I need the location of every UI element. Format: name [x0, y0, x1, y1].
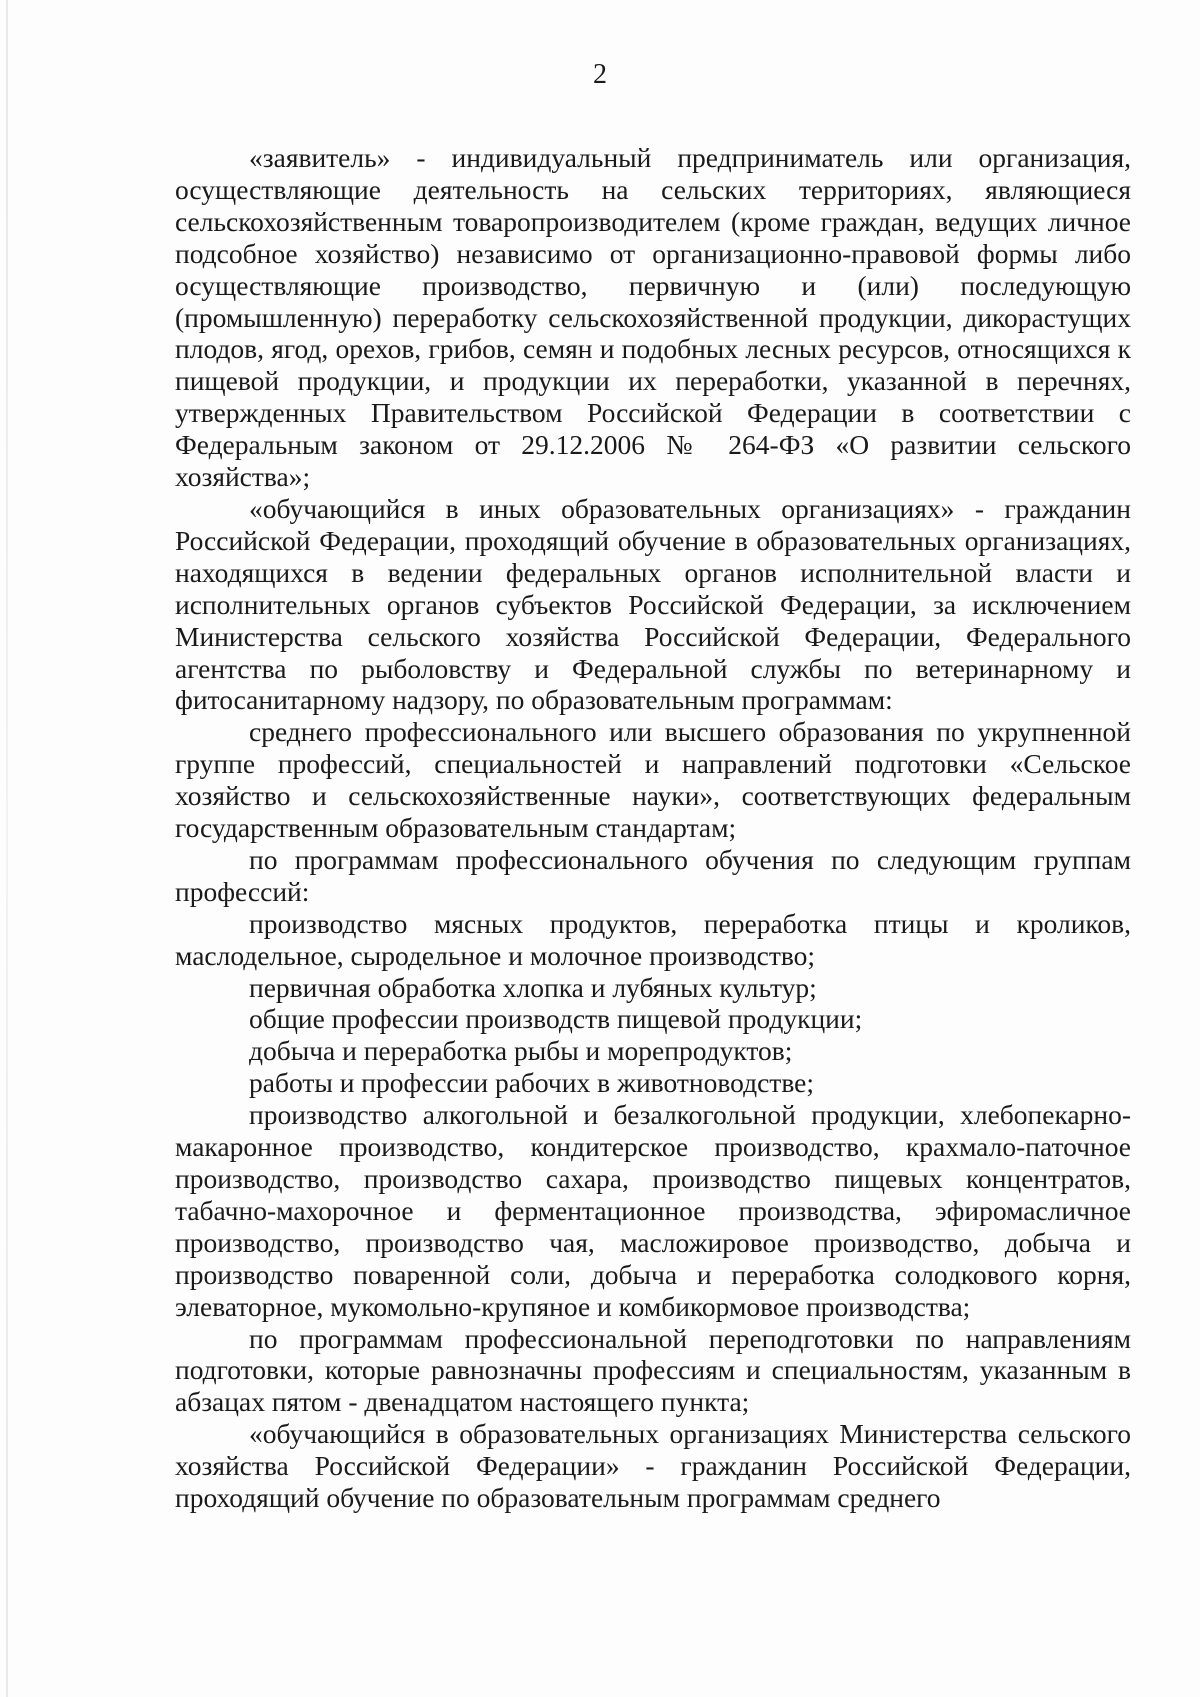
- paragraph-student-ministry-orgs: «обучающийся в образовательных организациях Министерства сельского хозяйства Российской Федерации» - гражданин Российской Федерации, проходящий обучение по образовательным программам среднего: [175, 1418, 1131, 1514]
- document-body: [175, 142, 1131, 1514]
- paragraph-student-other-orgs: «обучающийся в иных образовательных организациях» - гражданин Российской Федерации, проходящий обучение в образовательных организациях, находящихся в ведении федеральных органов исполнительной власти и исполнительных органов субъектов Российской Федерации, за исключением Министерства сельского хозяйства Российской Федерации, Федерального агентства по рыболовству и Федеральной службы по ветеринарному и фитосанитарному надзору, по образовательным программам:: [175, 492, 1131, 716]
- paragraph-professional-training: по программам профессионального обучения по следующим группам профессий:: [175, 843, 1131, 907]
- paragraph-food-professions: общие профессии производств пищевой продукции;: [249, 1003, 863, 1035]
- page-number: 2: [593, 59, 607, 90]
- paragraph-cotton: первичная обработка хлопка и лубяных культур;: [249, 971, 817, 1003]
- paragraph-livestock: работы и профессии рабочих в животноводстве;: [249, 1067, 814, 1099]
- paragraph-fish: добыча и переработка рыбы и морепродуктов;: [249, 1035, 793, 1067]
- paragraph-retraining: по программам профессиональной переподготовки по направлениям подготовки, которые равнозначны профессиям и специальностям, указанным в абзацах пятом - двенадцатом настоящего пункта;: [175, 1322, 1131, 1418]
- paragraph-meat-dairy: производство мясных продуктов, переработка птицы и кроликов, маслодельное, сыродельное и молочное производство;: [175, 907, 1131, 971]
- paragraph-secondary-higher-education: среднего профессионального или высшего образования по укрупненной группе профессий, специальностей и направлений подготовки «Сельское хозяйство и сельскохозяйственные науки», соответствующих федеральным государственным образовательным стандартам;: [175, 716, 1131, 844]
- paragraph-applicant-definition: «заявитель» - индивидуальный предприниматель или организация, осуществляющие деятельность на сельских территориях, являющиеся сельскохозяйственным товаропроизводителем (кроме граждан, ведущих личное подсобное хозяйство) независимо от организационно-правовой формы либо осуществляющие производство, первичную и (или) последующую (промышленную) переработку сельскохозяйственной продукции, дикорастущих плодов, ягод, орехов, грибов, семян и подобных лесных ресурсов, относящихся к пищевой продукции, и продукции их переработки, указанной в перечнях, утвержденных Правительством Российской Федерации в соответствии с Федеральным законом от 29.12.2006 № 264-ФЗ «О развитии сельского хозяйства»;: [175, 142, 1131, 493]
- paragraph-food-production: производство алкогольной и безалкогольной продукции, хлебопекарно-макаронное производство, кондитерское производство, крахмало-паточное производство, производство сахара, производство пищевых концентратов, табачно-махорочное и ферментационное производства, эфиромасличное производство, производство чая, масложировое производство, добыча и производство поваренной соли, добыча и переработка солодкового корня, элеваторное, мукомольно-крупяное и комбикормовое производства;: [175, 1099, 1131, 1322]
- scan-edge-shadow: [6, 0, 8, 1697]
